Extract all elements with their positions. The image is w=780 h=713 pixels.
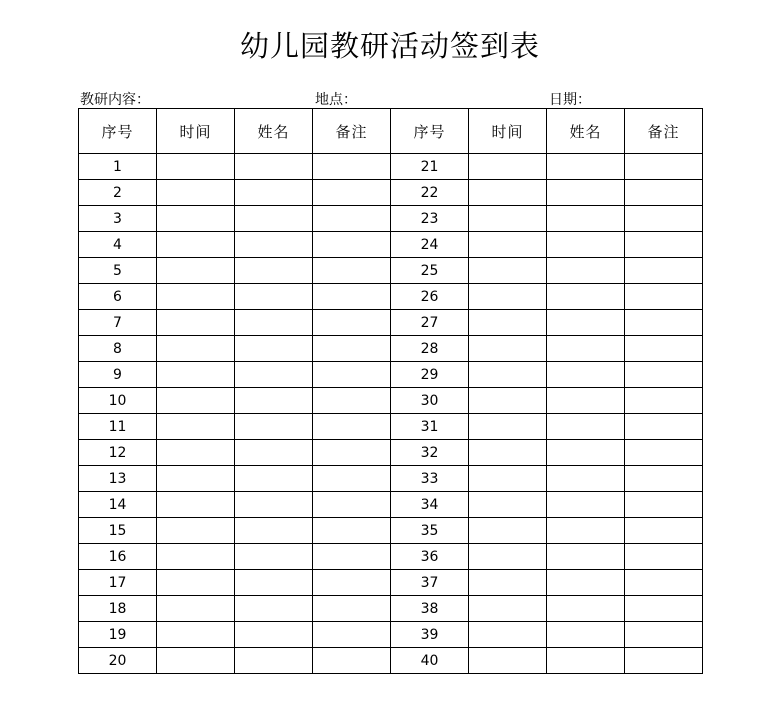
right-time-cell[interactable] (469, 466, 547, 492)
left-number-cell: 20 (79, 648, 157, 674)
table-row (79, 518, 703, 544)
right-name-cell[interactable] (547, 362, 625, 388)
right-time-cell[interactable] (469, 622, 547, 648)
left-remarks-cell[interactable] (313, 596, 391, 622)
left-remarks-cell[interactable] (313, 466, 391, 492)
table-row (79, 596, 703, 622)
left-time-cell[interactable] (157, 180, 235, 206)
left-time-cell[interactable] (157, 206, 235, 232)
table-row (79, 284, 703, 310)
right-number-cell: 22 (391, 180, 469, 206)
left-time-cell[interactable] (157, 648, 235, 674)
table-row (79, 648, 703, 674)
header-right-number: 序号 (391, 109, 469, 154)
left-time-cell[interactable] (157, 492, 235, 518)
location-label: 地点： (315, 92, 357, 108)
left-number-cell: 5 (79, 258, 157, 284)
right-number-cell: 23 (391, 206, 469, 232)
right-remarks-cell[interactable] (625, 414, 703, 440)
left-number-cell: 9 (79, 362, 157, 388)
header-right-name: 姓名 (547, 109, 625, 154)
date-label: 日期： (549, 92, 591, 108)
right-number-cell: 25 (391, 258, 469, 284)
right-name-cell[interactable] (547, 622, 625, 648)
right-name-cell[interactable] (547, 596, 625, 622)
left-remarks-cell[interactable] (313, 544, 391, 570)
left-name-cell[interactable] (235, 518, 313, 544)
left-remarks-cell[interactable] (313, 284, 391, 310)
right-number-cell: 26 (391, 284, 469, 310)
right-name-cell[interactable] (547, 544, 625, 570)
right-number-cell: 40 (391, 648, 469, 674)
table-row (79, 414, 703, 440)
header-right-remarks: 备注 (625, 109, 703, 154)
left-remarks-cell[interactable] (313, 180, 391, 206)
table-row (79, 492, 703, 518)
left-name-cell[interactable] (235, 284, 313, 310)
left-time-cell[interactable] (157, 596, 235, 622)
right-time-cell[interactable] (469, 414, 547, 440)
left-time-cell[interactable] (157, 570, 235, 596)
left-name-cell[interactable] (235, 232, 313, 258)
left-name-cell[interactable] (235, 336, 313, 362)
table-row (79, 544, 703, 570)
right-remarks-cell[interactable] (625, 440, 703, 466)
left-number-cell: 3 (79, 206, 157, 232)
right-name-cell[interactable] (547, 492, 625, 518)
header-left-time: 时间 (157, 109, 235, 154)
header-left-name: 姓名 (235, 109, 313, 154)
table-row (79, 362, 703, 388)
right-number-cell: 21 (391, 154, 469, 180)
right-remarks-cell[interactable] (625, 336, 703, 362)
left-remarks-cell[interactable] (313, 232, 391, 258)
right-remarks-cell[interactable] (625, 154, 703, 180)
left-name-cell[interactable] (235, 310, 313, 336)
left-name-cell[interactable] (235, 544, 313, 570)
right-name-cell[interactable] (547, 310, 625, 336)
right-time-cell[interactable] (469, 544, 547, 570)
right-name-cell[interactable] (547, 518, 625, 544)
left-name-cell[interactable] (235, 180, 313, 206)
header-right-time: 时间 (469, 109, 547, 154)
right-time-cell[interactable] (469, 258, 547, 284)
right-remarks-cell[interactable] (625, 518, 703, 544)
right-name-cell[interactable] (547, 648, 625, 674)
right-time-cell[interactable] (469, 492, 547, 518)
left-name-cell[interactable] (235, 622, 313, 648)
sign-in-table (78, 108, 703, 674)
left-remarks-cell[interactable] (313, 518, 391, 544)
left-time-cell[interactable] (157, 362, 235, 388)
left-time-cell[interactable] (157, 154, 235, 180)
left-number-cell: 15 (79, 518, 157, 544)
left-remarks-cell[interactable] (313, 336, 391, 362)
right-remarks-cell[interactable] (625, 258, 703, 284)
left-number-cell: 6 (79, 284, 157, 310)
right-remarks-cell[interactable] (625, 310, 703, 336)
table-row (79, 466, 703, 492)
right-remarks-cell[interactable] (625, 180, 703, 206)
right-remarks-cell[interactable] (625, 492, 703, 518)
left-name-cell[interactable] (235, 154, 313, 180)
right-remarks-cell[interactable] (625, 622, 703, 648)
right-time-cell[interactable] (469, 570, 547, 596)
table-row (79, 258, 703, 284)
right-remarks-cell[interactable] (625, 284, 703, 310)
left-number-cell: 7 (79, 310, 157, 336)
table-row (79, 310, 703, 336)
right-number-cell: 30 (391, 388, 469, 414)
table-row (79, 206, 703, 232)
left-name-cell[interactable] (235, 570, 313, 596)
right-number-cell: 38 (391, 596, 469, 622)
table-row (79, 570, 703, 596)
left-time-cell[interactable] (157, 518, 235, 544)
right-name-cell[interactable] (547, 284, 625, 310)
right-name-cell[interactable] (547, 258, 625, 284)
right-remarks-cell[interactable] (625, 206, 703, 232)
table-row (79, 440, 703, 466)
left-number-cell: 10 (79, 388, 157, 414)
right-name-cell[interactable] (547, 180, 625, 206)
left-name-cell[interactable] (235, 596, 313, 622)
table-body (79, 154, 703, 674)
table-row (79, 388, 703, 414)
right-remarks-cell[interactable] (625, 466, 703, 492)
left-time-cell[interactable] (157, 336, 235, 362)
right-time-cell[interactable] (469, 648, 547, 674)
left-remarks-cell[interactable] (313, 362, 391, 388)
right-number-cell: 36 (391, 544, 469, 570)
left-remarks-cell[interactable] (313, 492, 391, 518)
right-remarks-cell[interactable] (625, 362, 703, 388)
table-row (79, 336, 703, 362)
left-name-cell[interactable] (235, 206, 313, 232)
research-content-label: 教研内容： (80, 92, 150, 108)
right-name-cell[interactable] (547, 414, 625, 440)
right-remarks-cell[interactable] (625, 544, 703, 570)
right-name-cell[interactable] (547, 440, 625, 466)
right-number-cell: 35 (391, 518, 469, 544)
left-time-cell[interactable] (157, 466, 235, 492)
right-time-cell[interactable] (469, 232, 547, 258)
right-name-cell[interactable] (547, 388, 625, 414)
left-number-cell: 17 (79, 570, 157, 596)
left-number-cell: 14 (79, 492, 157, 518)
left-remarks-cell[interactable] (313, 154, 391, 180)
header-left-number: 序号 (79, 109, 157, 154)
left-time-cell[interactable] (157, 284, 235, 310)
left-number-cell: 11 (79, 414, 157, 440)
left-number-cell: 1 (79, 154, 157, 180)
left-remarks-cell[interactable] (313, 414, 391, 440)
right-remarks-cell[interactable] (625, 232, 703, 258)
right-remarks-cell[interactable] (625, 648, 703, 674)
right-time-cell[interactable] (469, 518, 547, 544)
header-left-remarks: 备注 (313, 109, 391, 154)
right-time-cell[interactable] (469, 154, 547, 180)
left-name-cell[interactable] (235, 388, 313, 414)
right-time-cell[interactable] (469, 388, 547, 414)
left-remarks-cell[interactable] (313, 570, 391, 596)
left-time-cell[interactable] (157, 440, 235, 466)
left-time-cell[interactable] (157, 388, 235, 414)
right-remarks-cell[interactable] (625, 596, 703, 622)
right-name-cell[interactable] (547, 232, 625, 258)
right-time-cell[interactable] (469, 310, 547, 336)
right-time-cell[interactable] (469, 284, 547, 310)
right-number-cell: 27 (391, 310, 469, 336)
left-number-cell: 19 (79, 622, 157, 648)
left-time-cell[interactable] (157, 622, 235, 648)
left-time-cell[interactable] (157, 232, 235, 258)
left-remarks-cell[interactable] (313, 206, 391, 232)
right-remarks-cell[interactable] (625, 570, 703, 596)
left-name-cell[interactable] (235, 440, 313, 466)
left-time-cell[interactable] (157, 414, 235, 440)
right-number-cell: 24 (391, 232, 469, 258)
left-name-cell[interactable] (235, 648, 313, 674)
left-name-cell[interactable] (235, 414, 313, 440)
left-number-cell: 13 (79, 466, 157, 492)
left-remarks-cell[interactable] (313, 310, 391, 336)
left-number-cell: 4 (79, 232, 157, 258)
left-name-cell[interactable] (235, 362, 313, 388)
right-time-cell[interactable] (469, 596, 547, 622)
right-name-cell[interactable] (547, 336, 625, 362)
right-number-cell: 29 (391, 362, 469, 388)
right-time-cell[interactable] (469, 362, 547, 388)
table-row (79, 180, 703, 206)
right-time-cell[interactable] (469, 440, 547, 466)
left-remarks-cell[interactable] (313, 258, 391, 284)
right-number-cell: 39 (391, 622, 469, 648)
right-number-cell: 31 (391, 414, 469, 440)
right-number-cell: 34 (391, 492, 469, 518)
table-header-row (79, 109, 703, 154)
right-time-cell[interactable] (469, 336, 547, 362)
left-remarks-cell[interactable] (313, 440, 391, 466)
left-time-cell[interactable] (157, 258, 235, 284)
left-time-cell[interactable] (157, 544, 235, 570)
left-remarks-cell[interactable] (313, 622, 391, 648)
left-number-cell: 2 (79, 180, 157, 206)
left-time-cell[interactable] (157, 310, 235, 336)
right-number-cell: 33 (391, 466, 469, 492)
left-name-cell[interactable] (235, 258, 313, 284)
left-number-cell: 16 (79, 544, 157, 570)
left-remarks-cell[interactable] (313, 648, 391, 674)
right-number-cell: 32 (391, 440, 469, 466)
left-number-cell: 8 (79, 336, 157, 362)
right-name-cell[interactable] (547, 154, 625, 180)
right-number-cell: 28 (391, 336, 469, 362)
table-row (79, 154, 703, 180)
table-row (79, 622, 703, 648)
right-name-cell[interactable] (547, 466, 625, 492)
right-time-cell[interactable] (469, 206, 547, 232)
page-title: 幼儿园教研活动签到表 (239, 29, 540, 63)
right-time-cell[interactable] (469, 180, 547, 206)
left-number-cell: 18 (79, 596, 157, 622)
right-name-cell[interactable] (547, 570, 625, 596)
right-remarks-cell[interactable] (625, 388, 703, 414)
left-remarks-cell[interactable] (313, 388, 391, 414)
left-name-cell[interactable] (235, 466, 313, 492)
right-name-cell[interactable] (547, 206, 625, 232)
table-row (79, 232, 703, 258)
left-number-cell: 12 (79, 440, 157, 466)
right-number-cell: 37 (391, 570, 469, 596)
left-name-cell[interactable] (235, 492, 313, 518)
